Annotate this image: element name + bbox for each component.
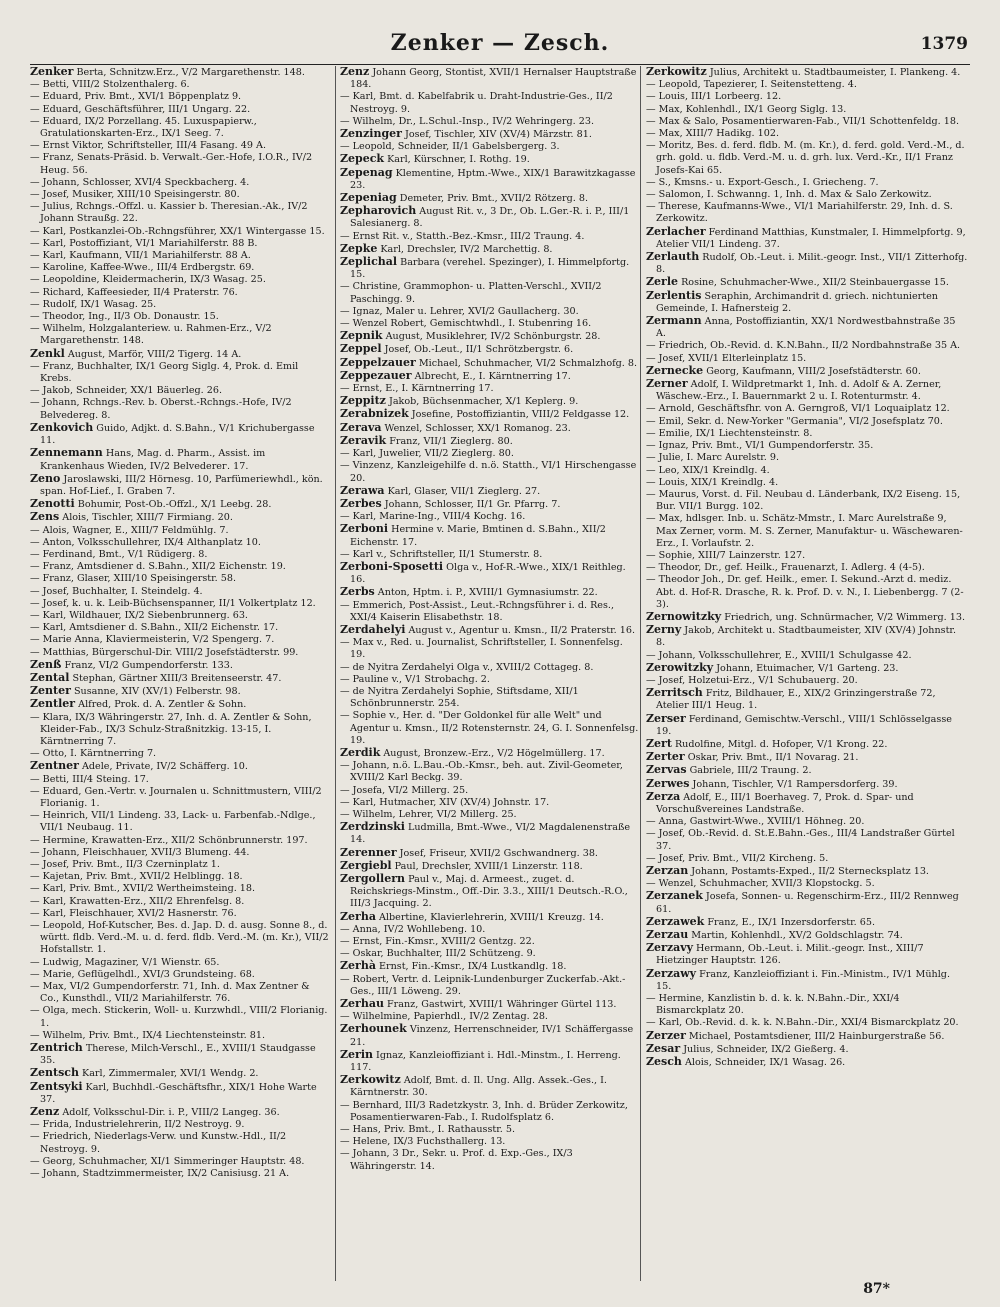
directory-entry: Zerter Oskar, Priv. Bmt., II/1 Novarag. 21.	[646, 750, 859, 764]
directory-entry: Zentner Adele, Private, IV/2 Schäfferg. 10.	[30, 759, 248, 773]
entry-surname: Zesar	[646, 1041, 681, 1055]
entry-surname: Zerkowitz	[340, 1073, 401, 1087]
entry-surname: Zeravik	[340, 433, 387, 447]
directory-entry: — Rudolf, IX/1 Wasag. 25.	[30, 298, 157, 310]
entry-surname: Zeppezauer	[340, 368, 412, 382]
directory-entry: Zeno Jaroslawski, III/2 Hörnesg. 10, Parfümeriewhdl., kön. span. Hof-Lief., I. Graben 7.	[30, 471, 323, 497]
directory-entry: — Ignaz, Priv. Bmt., VI/1 Gumpendorferstr. 35.	[646, 440, 874, 452]
directory-entry: — Franz, Buchhalter, IX/1 Georg Siglg. 4, Prok. d. Emil Krebs.	[30, 360, 299, 385]
directory-entry: — Anna, IV/2 Wohllebeng. 10.	[340, 923, 486, 935]
entry-surname: Zerbes	[340, 496, 382, 510]
entry-surname: Zerhau	[340, 997, 384, 1011]
directory-entry: — Marie, Geflügelhdl., XVI/3 Grundsteing. 68.	[30, 968, 255, 980]
directory-entry: Zernecke Georg, Kaufmann, VIII/2 Josefstädterstr. 60.	[646, 363, 921, 377]
directory-entry: — Karl, Juwelier, VII/2 Zieglerg. 80.	[340, 448, 514, 460]
directory-entry: — Johann, Stadtzimmermeister, IX/2 Canisiusg. 21 A.	[30, 1168, 290, 1180]
directory-entry: — Wenzel, Schuhmacher, XVII/3 Klopstockg. 5.	[646, 878, 875, 890]
directory-entry: — Karl, Ob.-Revid. d. k. k. N.Bahn.-Dir., XXI/4 Bismarckplatz 20.	[646, 1017, 959, 1029]
directory-entry: Zeravik Franz, VII/1 Zieglerg. 80.	[340, 433, 513, 447]
directory-entry: — Frida, Industrielehrerin, II/2 Nestroyg. 9.	[30, 1119, 245, 1131]
directory-entry: — Karl, Amtsdiener d. S.Bahn., XII/2 Eichenstr. 17.	[30, 622, 279, 634]
directory-entry: — Eduard, IX/2 Porzellang. 45. Luxuspapierw., Gratulationskarten-Erz., IX/1 Seeg. 7.	[30, 115, 257, 140]
entry-surname: Zepenag	[340, 165, 393, 179]
directory-entry: — Karl v., Schriftsteller, II/1 Stumerstr. 8.	[340, 548, 543, 560]
directory-entry: Zeppelzauer Michael, Schuhmacher, VI/2 Schmalzhofg. 8.	[340, 355, 638, 369]
directory-entry: — Louis, XIX/1 Kreindlg. 4.	[646, 476, 779, 488]
entry-surname: Zerhounek	[340, 1022, 407, 1036]
directory-entry: — Josefa, VI/2 Millerg. 25.	[340, 784, 469, 796]
directory-entry: — Max, XIII/7 Hadikg. 102.	[646, 128, 779, 140]
directory-entry: Zerner Adolf, I. Wildpretmarkt 1, Inh. d. Adolf & A. Zerner, Wäschew.-Erz., I. Bauernmarkt 2 u. I. Rotenturmstr. 4.	[646, 377, 942, 403]
directory-entry: Zepharovich August Rit. v., 3 Dr., Ob. L.Ger.-R. i. P., III/1 Salesianerg. 8.	[340, 204, 630, 230]
directory-entry: Zerboni Hermine v. Marie, Bmtinen d. S.Bahn., XII/2 Eichenstr. 17.	[340, 522, 606, 548]
directory-entry: Zerdahelyi August v., Agentur u. Kmsn., II/2 Praterstr. 16.	[340, 622, 636, 636]
directory-entry: — Oskar, Buchhalter, III/2 Schützeng. 9.	[340, 948, 536, 960]
directory-entry: Zerdik August, Bronzew.-Erz., V/2 Högelmüllerg. 17.	[340, 745, 605, 759]
entry-surname: Zerdahelyi	[340, 622, 406, 636]
directory-entry: Zennemann Hans, Mag. d. Pharm., Assist. im Krankenhaus Wieden, IV/2 Belvederег. 17.	[30, 446, 266, 472]
directory-entry: — Leopoldine, Kleidermacherin, IX/3 Wasag. 25.	[30, 274, 266, 286]
entry-surname: Zenker	[30, 66, 74, 78]
entry-surname: Zerle	[646, 275, 679, 289]
directory-entry: Zerser Ferdinand, Gemischtw.-Verschl., VIII/1 Schlösselgasse 19.	[646, 711, 952, 737]
entry-surname: Zerlacher	[646, 224, 706, 238]
directory-entry: Zerny Jakob, Architekt u. Stadtbaumeister, XIV (XV/4) Johnstr. 8.	[646, 623, 957, 649]
directory-entry: Zentler Alfred, Prok. d. A. Zentler & Sohn.	[30, 697, 247, 711]
directory-entry: — Max, hdlsger. Inb. u. Schätz-Mmstr., I. Marc Aurelstraße 9, Max Zerner, vorm. M. S. Zerner, Manufaktur- u. Wäschewaren-Erz., I. Vorlaufstr. 2.	[646, 513, 963, 549]
directory-entry: — Heinrich, VII/1 Lindeng. 33, Lack- u. Farbenfab.-Ndlge., VII/1 Neubaug. 11.	[30, 810, 316, 834]
directory-entry: Zerdzinski Ludmilla, Bmt.-Wwe., VI/2 Magdalenenstraße 14.	[340, 820, 631, 846]
directory-entry: — Hermine, Kanzlistin b. d. k. k. N.Bahn.-Dir., XXI/4 Bismarckplatz 20.	[646, 993, 900, 1017]
directory-entry: — Karl, Wildhauer, IX/2 Siebenbrunnerg. 63.	[30, 609, 248, 621]
directory-entry: Zeplichal Barbara (verehel. Spezinger), I. Himmelpfortg. 15.	[340, 255, 630, 281]
entry-surname: Zernecke	[646, 363, 704, 377]
directory-entry: — Karoline, Kaffee-Wwe., III/4 Erdbergstr. 69.	[30, 262, 255, 274]
directory-entry: — Salomon, I. Schwanng. 1, Inh. d. Max & Salo Zerkowitz.	[646, 189, 932, 201]
entry-surname: Zepeniag	[340, 191, 397, 205]
directory-entry: — Julius, Rchngs.-Offzl. u. Kassier b. Theresian.-Ak., IV/2 Johann Straußg. 22.	[30, 201, 308, 225]
entry-surname: Zeplichal	[340, 255, 398, 269]
directory-entry: — Wilhelm, Dr., L.Schul.-Insp., IV/2 Wehringerg. 23.	[340, 115, 595, 127]
directory-entry: — Otto, I. Kärntnerring 7.	[30, 748, 157, 760]
directory-entry: — Karl, Priv. Bmt., XVII/2 Wertheimsteing. 18.	[30, 883, 256, 895]
directory-entry: — Emil, Sekr. d. New-Yorker "Germania", VI/2 Josefsplatz 70.	[646, 415, 943, 427]
directory-entry: — Ernst Rit. v., Statth.-Bez.-Kmsr., III/2 Traung. 4.	[340, 230, 585, 242]
page-header	[30, 30, 970, 65]
directory-entry: — Eduard, Priv. Bmt., XVI/1 Böppenplatz 9.	[30, 91, 242, 103]
directory-entry: Zerwes Johann, Tischler, V/1 Rampersdorferg. 39.	[646, 776, 898, 790]
directory-entry: — Franz, Glaser, XIII/10 Speisingerstr. 58.	[30, 573, 237, 585]
entry-surname: Zerava	[340, 420, 382, 434]
directory-entry: — Leopold, Hof-Kutscher, Bes. d. Jap. D. d. ausg. Sonne 8., d. württ. fldb. Verd.-M. u. d. ferd. fldb. Verd.-M. (m. Kr.), VII/2 Hofstallstr. 1.	[30, 920, 329, 956]
directory-entry: Zenter Susanne, XIV (XV/1) Felberstr. 98.	[30, 684, 241, 698]
directory-entry: Zergollern Paul v., Maj. d. Armeest., zuget. d. Reichskriegs-Minstm., Off.-Dir. 3.3., XIII/1 Deutsch.-R.O., III/3 Jacquing. 2.	[340, 872, 628, 910]
directory-entry: Zentsch Karl, Zimmermaler, XVI/1 Wendg. 2.	[30, 1066, 259, 1080]
directory-entry: Zerha Albertine, Klavierlehrerin, XVIII/1 Kreuzg. 14.	[340, 909, 604, 923]
entry-surname: Zenter	[30, 684, 71, 698]
directory-entry: — Ignaz, Maler u. Lehrer, XVI/2 Gaullacherg. 30.	[340, 305, 579, 317]
directory-entry: — de Nyitra Zerdahelyi Sophie, Stiftsdame, XII/1 Schönbrunnerstr. 254.	[340, 685, 579, 710]
directory-entry: — Wenzel Robert, Gemischtwhdl., I. Stubenring 16.	[340, 318, 592, 330]
directory-entry: — Christine, Grammophon- u. Platten-Verschl., XVII/2 Paschingg. 9.	[340, 281, 602, 305]
directory-entry: Zerbs Anton, Hptm. i. P., XVIII/1 Gymnasiumstr. 22.	[340, 585, 598, 599]
entry-surname: Zenß	[30, 657, 62, 671]
entry-surname: Zerzan	[646, 864, 689, 877]
directory-entry: — Wilhelm, Holzgalanteriew. u. Rahmen-Erz., V/2 Margarethenstr. 148.	[30, 323, 272, 347]
entry-surname: Zerlauth	[646, 250, 700, 264]
entry-surname: Zerter	[646, 750, 685, 764]
entry-surname: Zerenner	[340, 845, 397, 859]
directory-entry: Zerhà Ernst, Fin.-Kmsr., IX/4 Lustkandlg. 18.	[340, 959, 567, 973]
directory-entry: Zerhounek Vinzenz, Herrenschneider, IV/1 Schäffergasse 21.	[340, 1022, 634, 1048]
directory-entry: — Richard, Kaffeesieder, II/4 Praterstr. 76.	[30, 286, 238, 298]
directory-entry: Zerle Rosine, Schuhmacher-Wwe., XII/2 Steinbauergasse 15.	[646, 275, 949, 289]
directory-entry: — Ernst, Fin.-Kmsr., XVIII/2 Gentzg. 22.	[340, 936, 535, 948]
directory-entry: — Bernhard, III/3 Radetzkystr. 3, Inh. d. Brüder Zerkowitz, Posamentierwaren-Fab., I. Rudolfsplatz 6.	[340, 1099, 628, 1123]
entry-surname: Zerdik	[340, 745, 381, 759]
directory-entry: — Ernst Viktor, Schriftsteller, III/4 Fasang. 49 A.	[30, 140, 267, 152]
entry-surname: Zepnik	[340, 329, 383, 343]
directory-entry: — Friedrich, Niederlags-Verw. und Kunstw.-Hdl., II/2 Nestroyg. 9.	[30, 1131, 287, 1155]
directory-entry: Zenzinger Josef, Tischler, XIV (XV/4) Märzstr. 81.	[340, 127, 592, 141]
directory-entry: — Betti, VIII/2 Stolzenthalerg. 6.	[30, 79, 190, 91]
directory-entry: — Karl, Postoffiziant, VI/1 Mariahilferstr. 88 B.	[30, 237, 258, 249]
directory-entry: — Ludwig, Magaziner, V/1 Wienstr. 65.	[30, 956, 220, 968]
directory-entry: — Max, VI/2 Gumpendorferstr. 71, Inh. d. Max Zentner & Co., Kunsthdl., VII/2 Mariahilferstr. 76.	[30, 981, 310, 1005]
entry-surname: Zerboni	[340, 522, 389, 536]
entry-surname: Zerner	[646, 377, 688, 391]
entry-surname: Zergollern	[340, 872, 406, 885]
entry-surname: Zerzau	[646, 928, 689, 942]
directory-entry: Zerabnizek Josefine, Postoffiziantin, VIII/2 Feldgasse 12.	[340, 407, 630, 421]
directory-entry: — Emmerich, Post-Assist., Leut.-Rchngsführer i. d. Res., XXI/4 Kaiserin Elisabethstr. 18.	[340, 599, 614, 623]
entry-surname: Zerowitzky	[646, 660, 714, 674]
directory-entry: Zerzawek Franz, E., IX/1 Inzersdorferstr. 65.	[646, 914, 875, 928]
directory-entry: Zenkl August, Marför, VIII/2 Tigerg. 14 A.	[30, 346, 242, 360]
directory-entry: — Karl, Fleischhauer, XVI/2 Hasnerstr. 76.	[30, 907, 237, 919]
column-divider	[640, 66, 641, 1281]
entry-surname: Zentrich	[30, 1041, 83, 1055]
directory-entry: Zerawa Karl, Glaser, VII/1 Zieglerg. 27.	[340, 483, 541, 497]
directory-entry: Zepnik August, Musiklehrer, IV/2 Schönburgstr. 28.	[340, 329, 601, 343]
entry-surname: Zenkl	[30, 346, 65, 360]
entry-surname: Zeno	[30, 471, 61, 485]
directory-entry: Zesar Julius, Schneider, IX/2 Gießerg. 4.	[646, 1041, 849, 1055]
directory-entry: Zenker Berta, Schnitzw.Erz., V/2 Margarethenstr. 148.	[30, 66, 305, 78]
entry-surname: Zerzavy	[646, 941, 693, 955]
directory-entry: — Robert, Vertr. d. Leipnik-Lundenburger Zuckerfab.-Akt.-Ges., III/1 Löweng. 29.	[340, 973, 626, 997]
directory-entry: — Theodor, Dr., gef. Heilk., Frauenarzt, I. Adlerg. 4 (4-5).	[646, 562, 925, 574]
entry-surname: Zerzawek	[646, 914, 705, 928]
entry-surname: Zerny	[646, 623, 682, 637]
directory-entry: — Eduard, Geschäftsführer, III/1 Ungarg. 22.	[30, 103, 251, 115]
directory-entry: — Max, Kohlenhdl., IX/1 Georg Siglg. 13.	[646, 103, 847, 115]
entry-surname: Zesch	[646, 1055, 682, 1069]
directory-entry: — Franz, Amtsdiener d. S.Bahn., XII/2 Eichenstr. 19.	[30, 561, 286, 573]
directory-entry: — Matthias, Bürgerschul-Dir. VIII/2 Josefstädterstr. 99.	[30, 646, 299, 658]
entry-surname: Zepke	[340, 241, 378, 255]
directory-entry: — Hans, Priv. Bmt., I. Rathausstr. 5.	[340, 1124, 516, 1136]
directory-entry: Zerzan Johann, Postamts-Exped., II/2 Sternecksplatz 13.	[646, 864, 929, 877]
directory-entry: Zerzanek Josefa, Sonnen- u. Regenschirm-Erz., III/2 Rennweg 61.	[646, 889, 959, 915]
directory-entry: Zeppel Josef, Ob.-Leut., II/1 Schrötzbergstr. 6.	[340, 342, 574, 356]
directory-entry: — Karl, Bmt. d. Kabelfabrik u. Draht-Industrie-Ges., II/2 Nestroyg. 9.	[340, 91, 613, 115]
directory-entry: — Wilhelmine, Papierhdl., IV/2 Zentag. 28.	[340, 1011, 548, 1023]
directory-entry: Zerlacher Ferdinand Matthias, Kunstmaler, I. Himmelpfortg. 9, Atelier VII/1 Lindeng. 37.	[646, 224, 966, 250]
directory-entry: Zenotti Bohumir, Post-Ob.-Offzl., X/1 Leebg. 28.	[30, 497, 272, 511]
directory-entry: — Georg, Schuhmacher, XI/1 Simmeringer Hauptstr. 48.	[30, 1155, 305, 1167]
entry-surname: Zerkowitz	[646, 66, 707, 78]
directory-entry: — Max v., Red. u. Journalist, Schriftsteller, I. Sonnenfelsg. 19.	[340, 637, 623, 661]
directory-entry: — Josef, Ob.-Revid. d. St.E.Bahn.-Ges., III/4 Landstraßer Gürtel 37.	[646, 828, 955, 852]
entry-surname: Zental	[30, 670, 70, 684]
directory-entry: — Marie Anna, Klaviermeisterin, V/2 Spengerg. 7.	[30, 634, 275, 646]
directory-entry: — Josef, Priv. Bmt., II/3 Czerninplatz 1.	[30, 859, 220, 870]
directory-entry: Zermann Anna, Postoffiziantin, XX/1 Nordwestbahnstraße 35 A.	[646, 314, 956, 340]
directory-entry: — Johann, Rchngs.-Rev. b. Oberst.-Rchngs.-Hofe, IV/2 Belvedereg. 8.	[30, 397, 292, 421]
directory-entry: — Josef, Holzetui-Erz., V/1 Schubauerg. 20.	[646, 674, 858, 686]
entry-surname: Zentsch	[30, 1066, 79, 1080]
entry-surname: Zervas	[646, 763, 687, 777]
directory-entry: — Moritz, Bes. d. ferd. fldb. M. (m. Kr.), d. ferd. gold. Verd.-M., d. grh. gold. u. fldb. Verd.-M. u. d. grh. lux. Verd.-Kr., II/1 Franz Josefs-Kai 65.	[646, 140, 965, 176]
entry-surname: Zeppelzauer	[340, 355, 416, 369]
entry-surname: Zenz	[30, 1105, 60, 1119]
column-divider	[335, 66, 336, 1281]
directory-entry: Zenz Johann Georg, Stontist, XVII/1 Hernalser Hauptstraße 184.	[340, 66, 637, 91]
directory-entry: Zenz Adolf, Volksschul-Dir. i. P., VIII/2 Langeg. 36.	[30, 1105, 280, 1119]
entry-surname: Zergiebl	[340, 858, 392, 872]
running-head: Zenker — Zesch.	[390, 30, 610, 56]
directory-entry: Zerzau Martin, Kohlenhdl., XV/2 Goldschlagstr. 74.	[646, 928, 903, 942]
directory-entry: Zernowitzky Friedrich, ung. Schnürmacher, V/2 Wimmerg. 13.	[646, 609, 966, 623]
directory-entry: — Pauline v., V/1 Strobachg. 2.	[340, 673, 490, 685]
directory-entry: — Vinzenz, Kanzleigehilfe d. n.ö. Statth., VI/1 Hirschengasse 20.	[340, 460, 637, 484]
entry-surname: Zepeck	[340, 152, 385, 166]
entry-surname: Zentler	[30, 697, 76, 711]
directory-entry: — Leopold, Tapezierer, I. Seitenstetteng. 4.	[646, 79, 857, 91]
directory-entry: — Leopold, Schneider, II/1 Gabelsbergerg. 3.	[340, 141, 560, 153]
directory-entry: Zerlauth Rudolf, Ob.-Leut. i. Milit.-geogr. Inst., VII/1 Zitterhofg. 8.	[646, 250, 968, 276]
directory-entry: Zerava Wenzel, Schlosser, XX/1 Romanog. 23.	[340, 420, 571, 434]
entry-surname: Zentner	[30, 759, 79, 773]
directory-entry: — Josef, Buchhalter, I. Steindelg. 4.	[30, 585, 203, 597]
entry-surname: Zerboni-Sposetti	[340, 559, 444, 573]
page-number: 1379	[920, 34, 968, 54]
directory-entry: — Maurus, Vorst. d. Fil. Neubau d. Länderbank, IX/2 Eiseng. 15, Bur. VII/1 Burgg. 102.	[646, 488, 961, 513]
directory-entry: — Sophie v., Her. d. "Der Goldonkel für alle Welt" und Agentur u. Kmsn., II/2 Rotensternstr. 24, G. I. Sonnenfelsg. 19.	[340, 710, 639, 746]
entry-surname: Zerabnizek	[340, 407, 409, 421]
directory-entry: Zerowitzky Johann, Etuimacher, V/1 Garteng. 23.	[646, 660, 899, 674]
directory-entry: — Leo, XIX/1 Kreindlg. 4.	[646, 464, 770, 476]
directory-entry: Zentsyki Karl, Buchhdl.-Geschäftsfhr., XIX/1 Hohe Warte 37.	[30, 1079, 317, 1105]
entry-surname: Zerbs	[340, 585, 375, 599]
directory-entry: Zerkowitz Adolf, Bmt. d. Il. Ung. Allg. Assek.-Ges., I. Kärntnerstr. 30.	[340, 1073, 607, 1099]
entry-surname: Zerzanek	[646, 889, 703, 903]
directory-entry: — Anton, Volksschullehrer, IX/4 Althanplatz 10.	[30, 536, 261, 548]
directory-entry: — Johann, Fleischhauer, XVII/3 Blumeng. 44.	[30, 846, 250, 858]
directory-entry: Zepeniag Demeter, Priv. Bmt., XVII/2 Rötzerg. 8.	[340, 191, 589, 205]
directory-entry: Zeppezauer Albrecht, E., I. Kärntnerring 17.	[340, 368, 571, 382]
directory-entry: — Karl, Postkanzlei-Ob.-Rchngsführer, XX/1 Wintergasse 15.	[30, 225, 325, 237]
directory-entry: Zens Alois, Tischler, XIII/7 Firmiang. 20.	[30, 510, 233, 524]
column-2	[340, 66, 640, 1281]
directory-entry: — de Nyitra Zerdahelyi Olga v., XVIII/2 Cottageg. 8.	[340, 661, 594, 673]
entry-surname: Zennemann	[30, 446, 103, 460]
directory-entry: — Jakob, Schneider, XX/1 Bäuerleg. 26.	[30, 385, 223, 397]
directory-entry: — Karl, Krawatten-Erz., XII/2 Ehrenfelsg. 8.	[30, 895, 245, 907]
directory-entry: — Johann, 3 Dr., Sekr. u. Prof. d. Exp.-Ges., IX/3 Währingerstr. 14.	[340, 1148, 573, 1172]
directory-entry: — Anna, Gastwirt-Wwe., XVIII/1 Höhneg. 20.	[646, 816, 865, 828]
directory-entry: — Max & Salo, Posamentierwaren-Fab., VII/1 Schottenfeldg. 18.	[646, 115, 960, 127]
directory-entry: — Karl, Hutmacher, XIV (XV/4) Johnstr. 17.	[340, 796, 550, 808]
directory-entry: — Theodor, Ing., II/3 Ob. Donaustr. 15.	[30, 311, 219, 323]
directory-entry: Zergiebl Paul, Drechsler, XVIII/1 Linzerstr. 118.	[340, 858, 583, 872]
directory-entry: — Wilhelm, Priv. Bmt., IX/4 Liechtensteinstr. 81.	[30, 1029, 265, 1041]
directory-entry: — Kajetan, Priv. Bmt., XVII/2 Helblingg. 18.	[30, 871, 243, 883]
directory-entry: Zerzavy Hermann, Ob.-Leut. i. Milit.-geogr. Inst., XIII/7 Hietzinger Hauptstr. 126.	[646, 941, 924, 967]
directory-entry: Zentrich Therese, Milch-Verschl., E., XVIII/1 Staudgasse 35.	[30, 1041, 316, 1067]
directory-entry: Zerzer Michael, Postamtsdiener, III/2 Hainburgerstraße 56.	[646, 1028, 945, 1042]
directory-entry: — Johann, n.ö. L.Bau.-Ob.-Kmsr., beh. aut. Zivil-Geometer, XVIII/2 Karl Beckg. 39.	[340, 760, 623, 784]
column-3	[646, 66, 968, 1281]
directory-entry: — Josef, Priv. Bmt., VII/2 Kircheng. 5.	[646, 852, 829, 864]
entry-surname: Zenotti	[30, 497, 75, 511]
directory-entry: Zerbes Johann, Schlosser, II/1 Gr. Pfarrg. 7.	[340, 496, 561, 510]
directory-entry: — Olga, mech. Stickerin, Woll- u. Kurzwhdl., VIII/2 Florianig. 1.	[30, 1005, 328, 1029]
directory-entry: — S., Kmsns.- u. Export-Gesch., I. Griecheng. 7.	[646, 176, 879, 188]
entry-surname: Zerlentis	[646, 288, 702, 302]
directory-entry: — Helene, IX/3 Fuchsthallerg. 13.	[340, 1136, 506, 1148]
directory-entry: Zenkovich Guido, Adjkt. d. S.Bahn., V/1 Krichubergasse 11.	[30, 420, 315, 447]
entry-surname: Zerin	[340, 1047, 373, 1061]
entry-surname: Zernowitzky	[646, 609, 722, 623]
entry-surname: Zenkovich	[30, 420, 94, 434]
directory-entry: — Josef, XVII/1 Elterleinplatz 15.	[646, 352, 807, 364]
directory-entry: — Josef, Musiker, XIII/10 Speisingerstr. 80.	[30, 189, 240, 201]
directory-entry: — Louis, III/1 Lorbeerg. 12.	[646, 91, 782, 103]
entry-surname: Zerha	[340, 909, 376, 923]
directory-entry: Zerza Adolf, E., III/1 Boerhaveg. 7, Prok. d. Spar- und Vorschußvereines Landstraße.	[646, 789, 914, 815]
directory-entry: — Therese, Kaufmanns-Wwe., VI/1 Mariahilferstr. 29, Inh. d. S. Zerkowitz.	[646, 201, 953, 225]
entry-surname: Zens	[30, 510, 60, 524]
entry-surname: Zerzer	[646, 1028, 686, 1042]
directory-entry: Zenß Franz, VI/2 Gumpendorferstr. 133.	[30, 657, 233, 671]
directory-entry: Zerin Ignaz, Kanzleioffiziant i. Hdl.-Minstm., I. Herreng. 117.	[340, 1047, 621, 1074]
directory-entry: Zental Stephan, Gärtner XIII/3 Breitenseerstr. 47.	[30, 670, 282, 684]
entry-surname: Zeppitz	[340, 394, 386, 408]
entry-surname: Zerritsch	[646, 686, 703, 700]
directory-entry: — Johann, Volksschullehrer, E., XVIII/1 Schulgasse 42.	[646, 649, 912, 661]
directory-entry: Zeppitz Jakob, Büchsenmacher, X/1 Keplerg. 9.	[340, 394, 579, 408]
directory-entry: — Sophie, XIII/7 Lainzerstr. 127.	[646, 549, 806, 561]
directory-entry: Zesch Alois, Schneider, IX/1 Wasag. 26.	[646, 1055, 846, 1069]
entry-surname: Zenz	[340, 66, 370, 78]
entry-surname: Zerdzinski	[340, 820, 405, 834]
directory-entry: — Franz, Senats-Präsid. b. Verwalt.-Ger.-Hofe, I.O.R., IV/2 Heug. 56.	[30, 152, 313, 176]
directory-entry: — Ferdinand, Bmt., V/1 Rüdigerg. 8.	[30, 548, 208, 560]
signature-mark: 87*	[863, 1281, 890, 1297]
directory-entry: Zervas Gabriele, III/2 Traung. 2.	[646, 763, 812, 777]
entry-surname: Zenzinger	[340, 127, 402, 141]
directory-entry: Zerritsch Fritz, Bildhauer, E., XIX/2 Grinzingerstraße 72, Atelier III/1 Heug. 1.	[646, 686, 936, 712]
directory-entry: — Betti, III/4 Steing. 17.	[30, 773, 149, 785]
entry-surname: Zentsyki	[30, 1079, 83, 1093]
directory-entry: — Karl, Marine-Ing., VIII/4 Kochg. 16.	[340, 511, 526, 523]
entry-surname: Zerzawy	[646, 966, 697, 980]
directory-entry: Zepke Karl, Drechsler, IV/2 Marchettig. 8.	[340, 241, 553, 255]
entry-surname: Zerawa	[340, 483, 385, 497]
directory-entry: — Theodor Joh., Dr. gef. Heilk., emer. I. Sekund.-Arzt d. mediz. Abt. d. Hof-R. Drasche, R. k. Prof. D. v. N., I. Liebenbergg. 7 (2-3).	[646, 574, 964, 610]
directory-entry: Zerkowitz Julius, Architekt u. Stadtbaumeister, I. Plankeng. 4.	[646, 66, 961, 78]
entry-surname: Zepharovich	[340, 204, 417, 218]
directory-entry: — Klara, IX/3 Währingerstr. 27, Inh. d. A. Zentler & Sohn, Kleider-Fab., IX/3 Schulz-Straßnitzkig. 13-15, I. Kärntnerring 7.	[30, 711, 312, 747]
directory-entry: — Ernst, E., I. Kärntnerring 17.	[340, 383, 494, 395]
entry-surname: Zerza	[646, 789, 681, 803]
directory-entry: — Alois, Wagner, E., XIII/7 Feldmühlg. 7.	[30, 524, 229, 536]
directory-entry: — Karl, Kaufmann, VII/1 Mariahilferstr. 88 A.	[30, 250, 251, 262]
directory-entry: Zert Rudolfine, Mitgl. d. Hofoper, V/1 Krong. 22.	[646, 736, 888, 750]
entry-surname: Zerwes	[646, 776, 690, 790]
column-1	[30, 66, 330, 1281]
directory-entry: — Eduard, Gen.-Vertr. v. Journalen u. Schnittmustern, VIII/2 Florianig. 1.	[30, 785, 322, 809]
directory-entry: — Friedrich, Ob.-Revid. d. K.N.Bahn., II/2 Nordbahnstraße 35 A.	[646, 340, 961, 352]
directory-entry: Zepenag Klementine, Hptm.-Wwe., XIX/1 Barawitzkagasse 23.	[340, 165, 636, 191]
directory-entry: Zerenner Josef, Friseur, XVII/2 Gschwandnerg. 38.	[340, 845, 598, 859]
directory-entry: — Arnold, Geschäftsfhr. von A. Gerngroß, VI/1 Loquaiplatz 12.	[646, 403, 950, 415]
directory-entry: Zerlentis Seraphin, Archimandrit d. griech. nichtunierten Gemeinde, I. Hafnersteig 2.	[646, 288, 938, 314]
directory-entry: Zerboni-Sposetti Olga v., Hof-R.-Wwe., XIX/1 Reithleg. 16.	[340, 559, 626, 586]
directory-entry: — Johann, Schlosser, XVI/4 Speckbacherg. 4.	[30, 176, 250, 188]
entry-surname: Zerser	[646, 711, 686, 725]
directory-entry: Zerzawy Franz, Kanzleioffiziant i. Fin.-Ministm., IV/1 Mühlg. 15.	[646, 966, 950, 992]
directory-entry: — Hermine, Krawatten-Erz., XII/2 Schönbrunnerstr. 197.	[30, 834, 308, 846]
entry-surname: Zert	[646, 736, 672, 750]
entry-surname: Zermann	[646, 314, 702, 328]
entry-surname: Zerhà	[340, 959, 376, 973]
entry-surname: Zeppel	[340, 342, 382, 356]
directory-entry: — Wilhelm, Lehrer, VI/2 Millerg. 25.	[340, 808, 517, 820]
directory-entry: Zepeck Karl, Kürschner, I. Rothg. 19.	[340, 152, 530, 166]
directory-entry: — Emilie, IX/1 Liechtensteinstr. 8.	[646, 427, 813, 439]
directory-entry: — Josef, k. u. k. Leib-Büchsenspanner, II/1 Volkertplatz 12.	[30, 597, 316, 609]
directory-entry: — Julie, I. Marc Aurelstr. 9.	[646, 452, 780, 464]
directory-entry: Zerhau Franz, Gastwirt, XVIII/1 Währinger Gürtel 113.	[340, 997, 617, 1011]
